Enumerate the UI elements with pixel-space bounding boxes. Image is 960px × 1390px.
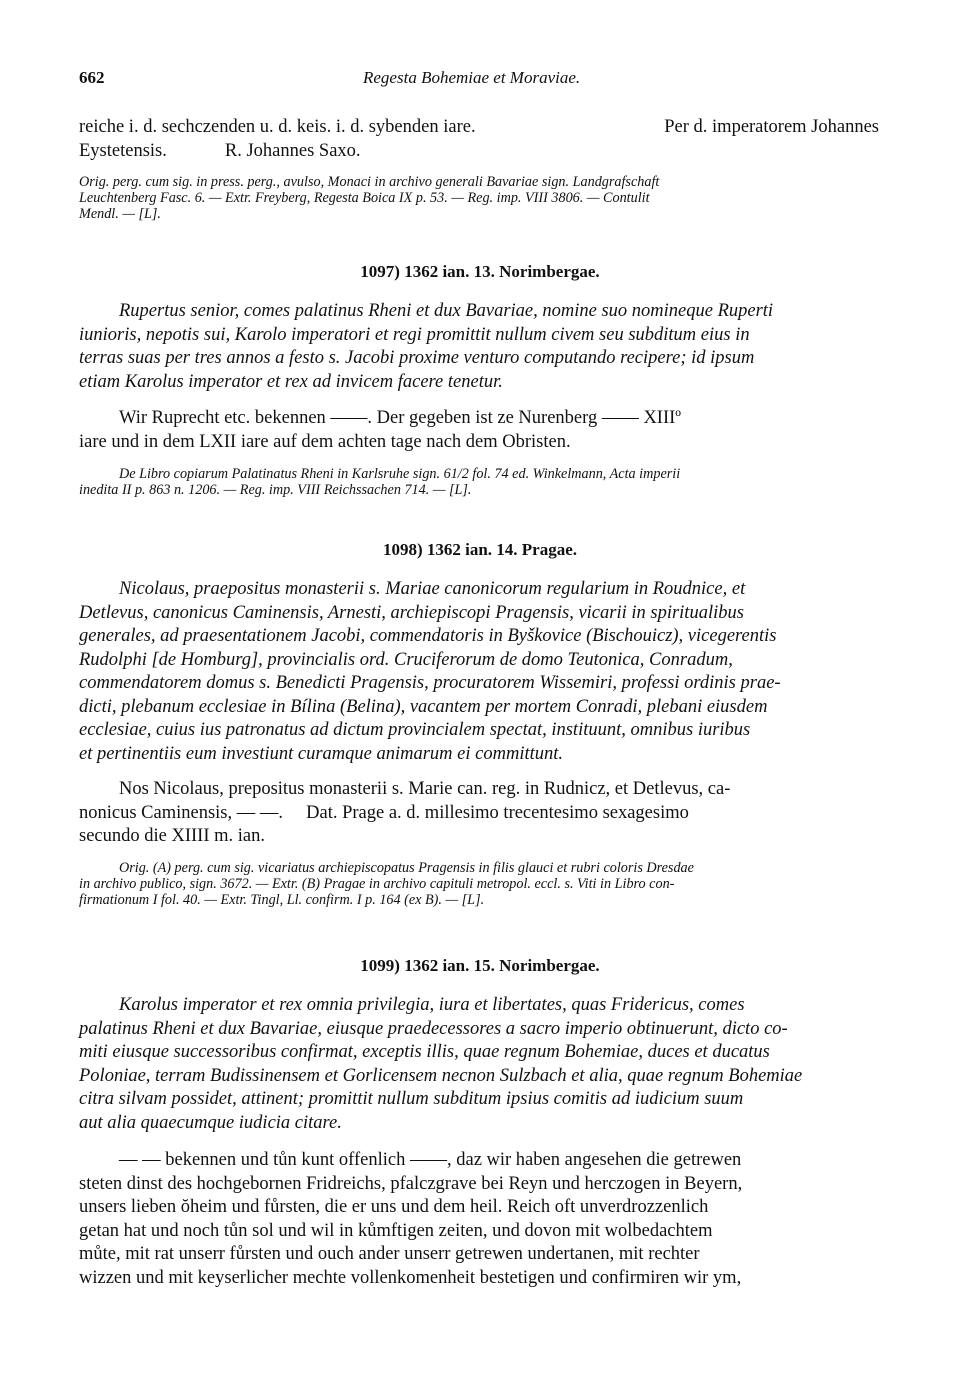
continuation-line-1-right: Per d. imperatorem Johannes [664,117,879,137]
regest-line: Nicolaus, praepositus monasterii s. Mariae canonicorum regularium in Roudnice, et [119,579,746,599]
note-line: Orig. (A) perg. cum sig. vicariatus archiepiscopatus Pragensis in filis glauci et rubri coloris Dresdae [119,860,694,876]
text-line: nonicus Caminensis, — —. Dat. Prage a. d. millesimo trecentesimo sexagesimo [79,802,689,823]
regest-line: dicti, plebanum ecclesiae in Bílina (Belina), vacantem per mortem Conradi, plebani eiusdem [79,696,768,717]
continuation-line-1-left: reiche i. d. sechczenden u. d. keis. i. d. sybenden iare. [79,117,476,137]
regest-line: generales, ad praesentationem Jacobi, commendatoris in Byškovice (Bischouicz), vicegerentis [79,626,777,646]
regest-line: etiam Karolus imperator et rex ad invicem facere tenetur. [79,371,503,392]
text-line: secundo die XIIII m. ian. [79,826,265,846]
regest-line: iunioris, nepotis sui, Karolo imperatori et regi promittit nullum civem seu subditum eius in [79,324,750,345]
running-title: Regesta Bohemiae et Moraviae. [363,68,581,87]
entry-1098-text [79,778,879,849]
text-line: unsers lieben ŏheim und fůrsten, die er uns und dem heil. Reich oft unverdrozzenlich [79,1197,709,1217]
entry-1097-text [79,407,879,454]
continuation-line-2-a: Eystetensis. [79,140,167,161]
entry-1098-source-note [79,860,879,908]
note-line: De Libro copiarum Palatinatus Rheni in Karlsruhe sign. 61/2 fol. 74 ed. Winkelmann, Acta imperii [119,466,681,482]
text-line: iare und in dem LXII iare auf dem achten tage nach dem Obristen. [79,431,571,452]
regest-line: Karolus imperator et rex omnia privilegia, iura et libertates, quas Fridericus, comes [119,995,745,1015]
regest-line: palatinus Rheni et dux Bavariae, eiusque praedecessores a sacro imperio obtinuerunt, dicto co- [79,1018,788,1039]
regest-line: commendatorem domus s. Benedicti Pragensis, procuratorem Wissemiri, professi ordinis prae- [79,673,781,693]
note-line: Leuchtenberg Fasc. 6. — Extr. Freyberg, Regesta Boica IX p. 53. — Reg. imp. VIII 3806. — Contulit [79,190,650,206]
entry-1097-heading: 1097) 1362 ian. 13. Norimbergae. [360,262,600,281]
regest-line: Poloniae, terram Budissinensem et Gorlicensem necnon Sulzbach et alia, quae regnum Bohemiae [79,1065,803,1086]
regest-line: Detlevus, canonicus Caminensis, Arnesti, archiepiscopi Pragensis, vicarii in spiritualibus [79,602,744,623]
regest-line: Rudolphi [de Homburg], provincialis ord. Cruciferorum de domo Teutonica, Conradum, [79,649,733,670]
regest-line: Rupertus senior, comes palatinus Rheni et dux Bavariae, nomine suo nomineque Ruperti [119,301,774,321]
continuation-line-2-b: R. Johannes Saxo. [224,140,361,161]
entry-1097-regest [79,300,879,394]
text-line: wizzen und mit keyserlicher mechte vollenkomenheit bestetigen und confirmiren wir ym, [79,1267,742,1288]
note-line: firmationum I fol. 40. — Extr. Tingl, Ll. confirm. I p. 164 (ex B). — [L]. [79,892,485,908]
text-line: — — bekennen und tůn kunt offenlich ——, daz wir haben angesehen die getrewen [119,1150,742,1170]
regest-line: terras suas per tres annos a festo s. Jacobi proxime venturo computando recipere; id ipsum [79,348,755,368]
text-line: getan hat und noch tůn sol und wil in kůmftigen zeiten, und dovon mit wolbedachtem [79,1220,713,1241]
text-line: steten dinst des hochgebornen Fridreichs, pfalczgrave bei Reyn und herczogen in Beyern, [79,1173,743,1194]
regest-line: aut alia quaecumque iudicia citare. [79,1112,342,1133]
continuation-line-1 [79,116,879,140]
continuation-text [79,116,879,163]
note-line: inedita II p. 863 n. 1206. — Reg. imp. VIII Reichssachen 714. — [L]. [79,482,472,498]
entry-1098-heading: 1098) 1362 ian. 14. Pragae. [382,540,578,559]
regest-line: et pertinentiis eum investiunt curamque animarum ei committunt. [79,743,564,764]
regest-line: citra silvam possidet, attinent; promittit nullum subditum ipsius comitis ad iudicium suum [79,1089,744,1109]
page-number: 662 [79,68,105,87]
entry-1099-text [79,1149,879,1290]
entry-1097-source-note [79,466,879,498]
entry-1099-regest [79,994,879,1135]
source-note-prev [79,174,879,222]
text-line: Nos Nicolaus, prepositus monasterii s. Marie can. reg. in Rudnicz, et Detlevus, ca- [119,779,731,799]
note-line: Mendl. — [L]. [79,206,161,222]
note-line: in archivo publico, sign. 3672. — Extr. (B) Pragae in archivo capituli metropol. eccl. s. Viti in Libro con- [79,876,675,892]
text-line: můte, mit rat unserr fůrsten und ouch ander unserr getrewen undertanen, mit rechter [79,1244,700,1264]
entry-1098-regest [79,578,879,766]
continuation-line-2 [79,140,879,164]
regest-line: miti eiusque successoribus confirmat, exceptis illis, quae regnum Bohemiae, duces et ducatus [79,1042,770,1062]
regest-line: ecclesiae, cuius ius patronatus ad dictum provincialem spectat, instituunt, omnibus iuribus [79,720,751,740]
note-line: Orig. perg. cum sig. in press. perg., avulso, Monaci in archivo generali Bavariae sign. Landgrafschaft [79,174,660,190]
entry-1099-heading: 1099) 1362 ian. 15. Norimbergae. [360,956,600,975]
text-line: Wir Ruprecht etc. bekennen ——. Der gegeben ist ze Nurenberg —— XIIIº [119,408,682,428]
